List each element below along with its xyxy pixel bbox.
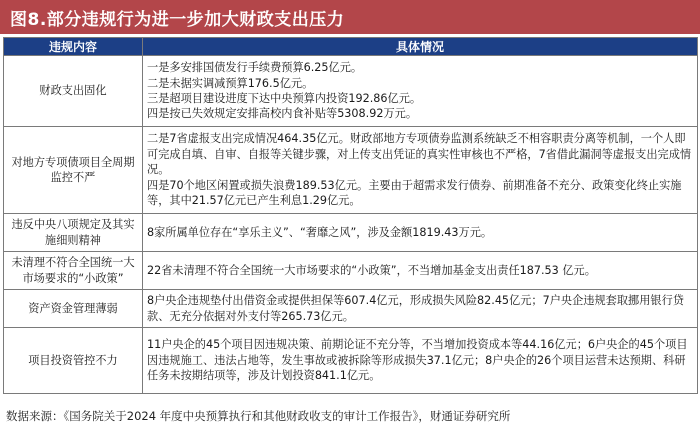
figure-title-bar — [0, 0, 700, 34]
row-details — [143, 127, 698, 214]
detail-paragraph: 8家所属单位存在“享乐主义”、“奢靡之风”，涉及金额1819.43万元。 — [147, 225, 493, 239]
detail-line: 一是多安排国债发行手续费预算6.25亿元。 — [147, 61, 363, 75]
table-row — [4, 56, 698, 127]
row-details — [143, 328, 698, 394]
row-category: 未清理不符合全国统一大市场要求的“小政策” — [4, 252, 143, 290]
data-source-note: 数据来源：《国务院关于2024 年度中央预算执行和其他财政收支的审计工作报告》，财通证券研究所 — [6, 409, 511, 423]
row-category: 项目投资管控不力 — [4, 328, 143, 394]
detail-paragraph: 22省未清理不符合全国统一大市场要求的“小政策”，不当增加基金支出责任187.53 亿元。 — [147, 263, 596, 277]
row-details — [143, 214, 698, 252]
detail-line: 四是按已失效规定安排高校内食补贴等5308.92万元。 — [147, 107, 418, 121]
table-container — [3, 37, 697, 394]
detail-paragraph: 11户央企的45个项目因违规决策、前期论证不充分等，不当增加投资成本等44.16亿元；6户央企的45个项目因违规施工、违法占地等，发生事故或被拆除等形成损失37.1亿元；8户央企的26个项目运营未达预期、科研任务未按期结项等，涉及计划投资841.1亿元。 — [147, 338, 688, 383]
table-row — [4, 290, 698, 328]
detail-line: 二是未据实调减预算176.5亿元。 — [147, 76, 314, 90]
row-category: 违反中央八项规定及其实施细则精神 — [4, 214, 143, 252]
header-violation-content: 违规内容 — [4, 38, 143, 56]
row-details — [143, 252, 698, 290]
detail-paragraph: 四是70个地区闲置或损失浪费189.53亿元。主要由于超需求发行债券、前期准备不充分、政策变化终止实施等，其中21.57亿元已产生利息1.29亿元。 — [147, 178, 682, 208]
table-row — [4, 328, 698, 394]
table-row — [4, 214, 698, 252]
violations-table — [3, 37, 698, 394]
header-details: 具体情况 — [143, 38, 698, 56]
table-header-row — [4, 38, 698, 56]
row-details — [143, 290, 698, 328]
detail-line: 三是超项目建设进度下达中央预算内投资192.86亿元。 — [147, 92, 422, 105]
row-details — [143, 56, 698, 127]
figure-title: 图8.部分违规行为进一步加大财政支出压力 — [10, 9, 345, 30]
detail-paragraph: 8户央企违规垫付出借资金或提供担保等607.4亿元，形成损失风险82.45亿元；7户央企违规套取挪用银行贷款、无充分依据对外支付等265.73亿元。 — [147, 294, 684, 323]
row-category: 资产资金管理薄弱 — [4, 290, 143, 328]
detail-paragraph: 二是7省虚报支出完成情况464.35亿元。财政部地方专项债券监测系统缺乏不相容职责分离等机制，一个人即可完成自填、自审、自报等关键步骤，对上传支出凭证的真实性审核也不严格，7省借此漏洞等虚报支出完成情况。 — [147, 132, 692, 177]
table-row — [4, 127, 698, 214]
row-category: 对地方专项债项目全周期监控不严 — [4, 127, 143, 214]
table-row — [4, 252, 698, 290]
row-category: 财政支出固化 — [4, 56, 143, 127]
